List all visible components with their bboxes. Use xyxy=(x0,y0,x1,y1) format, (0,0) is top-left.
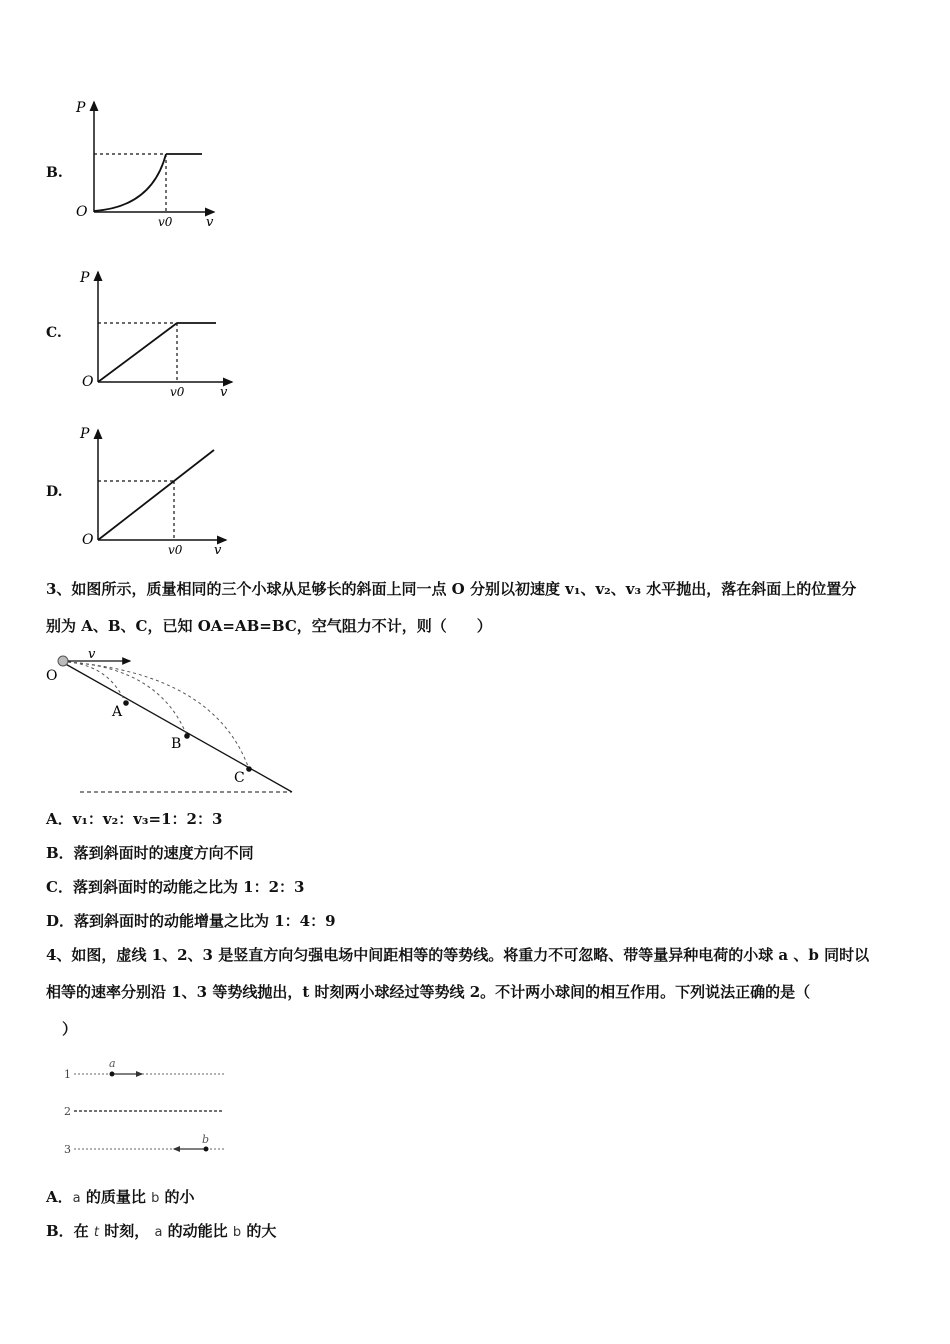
option-d-label: D. xyxy=(46,484,63,500)
q4-line1: 4、如图，虚线 1、2、3 是竖直方向匀强电场中间距相等的等势线。将重力不可忽略、带等量异种电荷的小球 a 、b 同时以 xyxy=(46,946,870,964)
q4-option-a-prefix: A． xyxy=(46,1188,73,1206)
q4-option-b-prefix: B．在 xyxy=(46,1222,94,1240)
incline-line xyxy=(62,662,292,792)
q4-option-a-var-a: a xyxy=(72,1191,81,1206)
graph-c-v: v xyxy=(220,385,228,400)
line-2-label: 2 xyxy=(64,1105,71,1118)
graph-b-v0: v0 xyxy=(158,215,173,229)
graph-d-origin: O xyxy=(82,532,94,548)
graph-d-p-label: P xyxy=(80,426,90,442)
fig-a-label: A xyxy=(112,704,123,720)
ball-a xyxy=(110,1072,115,1077)
graph-c-p-label: P xyxy=(80,270,90,286)
fig-o-label: O xyxy=(46,668,58,684)
q4-option-a[interactable] xyxy=(46,1186,195,1207)
q4-option-a-end: 的小 xyxy=(159,1188,195,1206)
q3-option-c[interactable]: C．落到斜面时的动能之比为 1：2：3 xyxy=(46,878,305,896)
q4-option-a-var-b: b xyxy=(151,1191,160,1206)
q4-option-b-var-t: t xyxy=(93,1225,100,1240)
graph-b-curve xyxy=(94,154,166,211)
point-a xyxy=(123,700,129,706)
point-c xyxy=(246,766,252,772)
q4-option-b-var-a: a xyxy=(154,1225,163,1240)
q4-line2: 相等的速率分别沿 1、3 等势线抛出，t 时刻两小球经过等势线 2。不计两小球间的相互作用。下列说法正确的是（ xyxy=(46,983,811,1001)
graph-b-p-label: P xyxy=(76,100,86,116)
path-a xyxy=(68,662,126,704)
q4-option-b-var-b: b xyxy=(232,1225,242,1240)
q4-option-b-end: 的大 xyxy=(241,1222,277,1240)
q3-figure xyxy=(40,644,300,799)
graph-c-ramp xyxy=(98,323,177,382)
q3-line1: 3、如图所示，质量相同的三个小球从足够长的斜面上同一点 O 分别以初速度 v₁、v₂、v₃ 水平抛出，落在斜面上的位置分 xyxy=(46,580,857,598)
q3-option-a[interactable]: A．v₁：v₂：v₃=1：2：3 xyxy=(46,810,223,828)
q4-option-a-mid: 的质量比 xyxy=(80,1188,152,1206)
fig-v-label: v xyxy=(88,647,96,662)
q4-figure xyxy=(60,1056,240,1166)
line-3-label: 3 xyxy=(64,1143,71,1156)
graph-d xyxy=(66,420,236,560)
fig-c-label: C xyxy=(234,770,245,786)
graph-c-origin: O xyxy=(82,374,94,390)
ball-b xyxy=(204,1147,209,1152)
ball-a-label: a xyxy=(109,1057,116,1070)
option-c-label: C. xyxy=(46,325,62,341)
graph-c-v0: v0 xyxy=(170,385,185,399)
q4-line3: ） xyxy=(62,1020,78,1038)
q4-option-b-mid1: 时刻， xyxy=(99,1222,155,1240)
graph-b-v: v xyxy=(206,215,214,230)
ball-b-label: b xyxy=(202,1133,210,1146)
q4-option-b-mid2: 的动能比 xyxy=(162,1222,233,1240)
graph-b xyxy=(62,92,232,232)
graph-d-v: v xyxy=(214,543,222,558)
option-b-label: B. xyxy=(46,165,63,181)
point-b xyxy=(184,733,190,739)
line-1-label: 1 xyxy=(64,1068,71,1081)
q3-option-b[interactable]: B．落到斜面时的速度方向不同 xyxy=(46,844,254,862)
graph-d-v0: v0 xyxy=(168,543,183,557)
q4-option-b[interactable] xyxy=(46,1220,276,1241)
graph-b-origin: O xyxy=(76,204,88,220)
q3-option-d[interactable]: D．落到斜面时的动能增量之比为 1：4：9 xyxy=(46,912,336,930)
ball xyxy=(58,656,68,666)
graph-d-line xyxy=(98,450,214,540)
fig-b-label: B xyxy=(171,736,182,752)
graph-c xyxy=(66,262,236,402)
q3-line2: 别为 A、B、C，已知 OA=AB=BC，空气阻力不计，则（ ） xyxy=(46,617,492,635)
